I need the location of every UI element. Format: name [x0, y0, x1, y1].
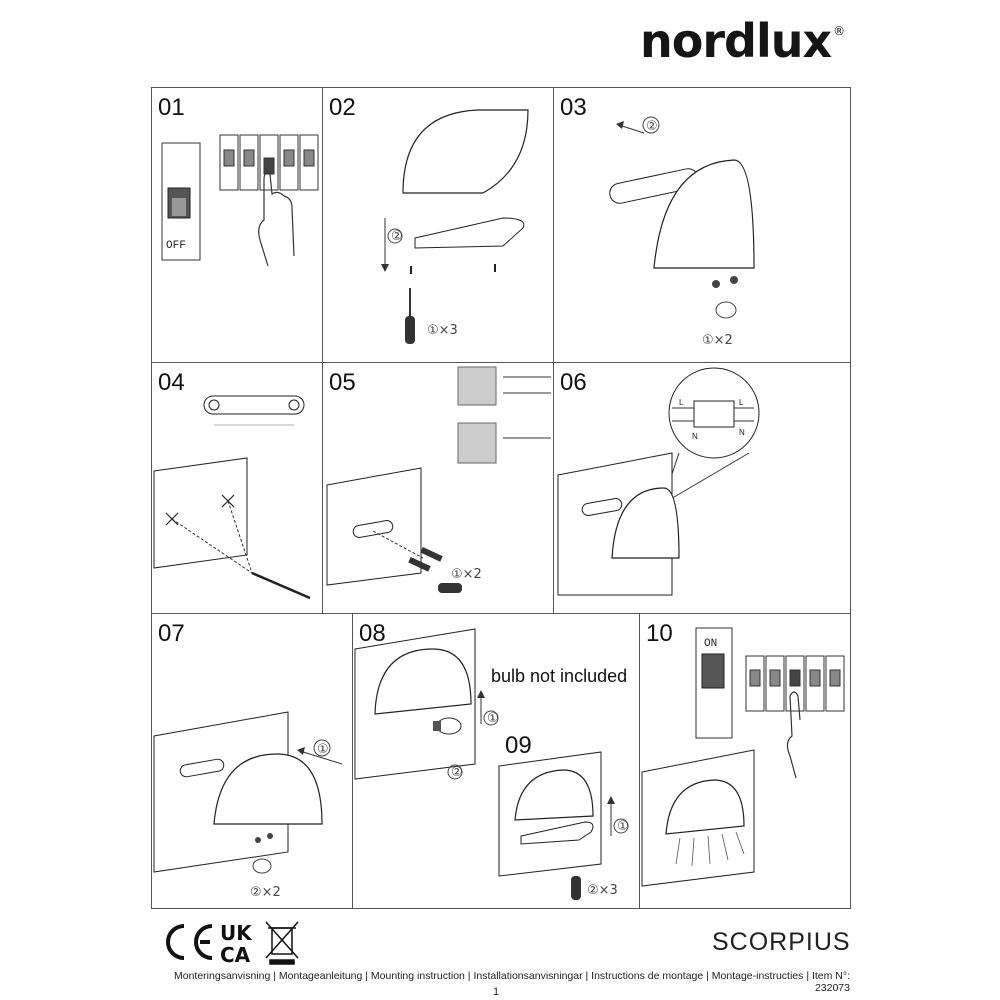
- svg-text:CA: CA: [220, 943, 251, 967]
- wire-label: N: [692, 432, 698, 441]
- footer-text: Monteringsanvisning | Montageanleitung | Mounting instruction | Installationsanvisningar | Instructions de montage | Montage-instructies | Item N°: 232073: [174, 970, 850, 994]
- wire-label: N: [739, 428, 745, 437]
- masonry-icon: [458, 423, 496, 463]
- step-number: 02: [329, 94, 356, 121]
- screwdriver-icon: [438, 583, 462, 593]
- breaker-switch-off-illustration: [152, 88, 323, 363]
- step-number: 04: [158, 369, 185, 396]
- step-02-panel: [322, 87, 554, 363]
- step-01-panel: [151, 87, 323, 363]
- quantity-label: ②×2: [250, 885, 281, 900]
- connect-wires-illustration: [554, 363, 851, 614]
- wire-label: L: [679, 398, 684, 407]
- step-number: 06: [560, 369, 587, 396]
- step-ref: ②: [451, 765, 463, 780]
- step-09-reattach-base-illustration: [353, 614, 640, 909]
- quantity-label: ①×2: [702, 333, 733, 348]
- product-name: SCORPIUS: [712, 928, 851, 956]
- step-05-panel: [322, 362, 554, 614]
- drywall-icon: [458, 367, 496, 405]
- remove-base-illustration: [323, 88, 554, 363]
- page-number: 1: [493, 986, 500, 998]
- on-label: ON: [704, 638, 718, 650]
- step-number: 07: [158, 620, 185, 647]
- step-07-panel: [151, 613, 353, 909]
- quantity-label: ①×2: [451, 567, 482, 582]
- ce-mark-icon: [168, 926, 212, 958]
- step-08-panel: [352, 613, 640, 909]
- wire-label: L: [739, 398, 744, 407]
- ukca-mark-icon: [220, 921, 253, 967]
- step-number: 01: [158, 94, 185, 121]
- detach-bracket-illustration: [554, 88, 851, 363]
- pencil-icon: [252, 573, 310, 598]
- step-10-panel: [639, 613, 851, 909]
- step-number: 10: [646, 620, 673, 647]
- step-ref: ①: [317, 742, 329, 757]
- step-04-panel: [151, 362, 323, 614]
- svg-text:UK: UK: [220, 921, 252, 945]
- quantity-label: ①×3: [427, 323, 458, 338]
- step-06-panel: [553, 362, 851, 614]
- step-number: 09: [505, 732, 532, 759]
- off-label: OFF: [166, 240, 186, 252]
- step-number: 08: [359, 620, 386, 647]
- step-number: 05: [329, 369, 356, 396]
- step-ref: ②: [391, 229, 403, 244]
- mark-drill-holes-illustration: [152, 363, 323, 614]
- switch-on-illustration: [640, 614, 851, 909]
- step-03-panel: [553, 87, 851, 363]
- step-ref: ①: [617, 819, 629, 834]
- brand-logo: nordlux ®: [640, 14, 845, 68]
- screwdriver-icon: [405, 316, 415, 344]
- quantity-label: ②×3: [587, 883, 618, 898]
- weee-bin-icon: [266, 922, 298, 964]
- mount-lamp-illustration: [152, 614, 353, 909]
- certification-marks: [160, 918, 330, 968]
- step-ref: ①: [487, 711, 499, 726]
- bulb-not-included-note: bulb not included: [491, 666, 628, 686]
- step-number: 03: [560, 94, 587, 121]
- fix-bracket-to-wall-illustration: [323, 363, 554, 614]
- screwdriver-icon: [571, 876, 581, 900]
- step-ref: ②: [646, 119, 658, 134]
